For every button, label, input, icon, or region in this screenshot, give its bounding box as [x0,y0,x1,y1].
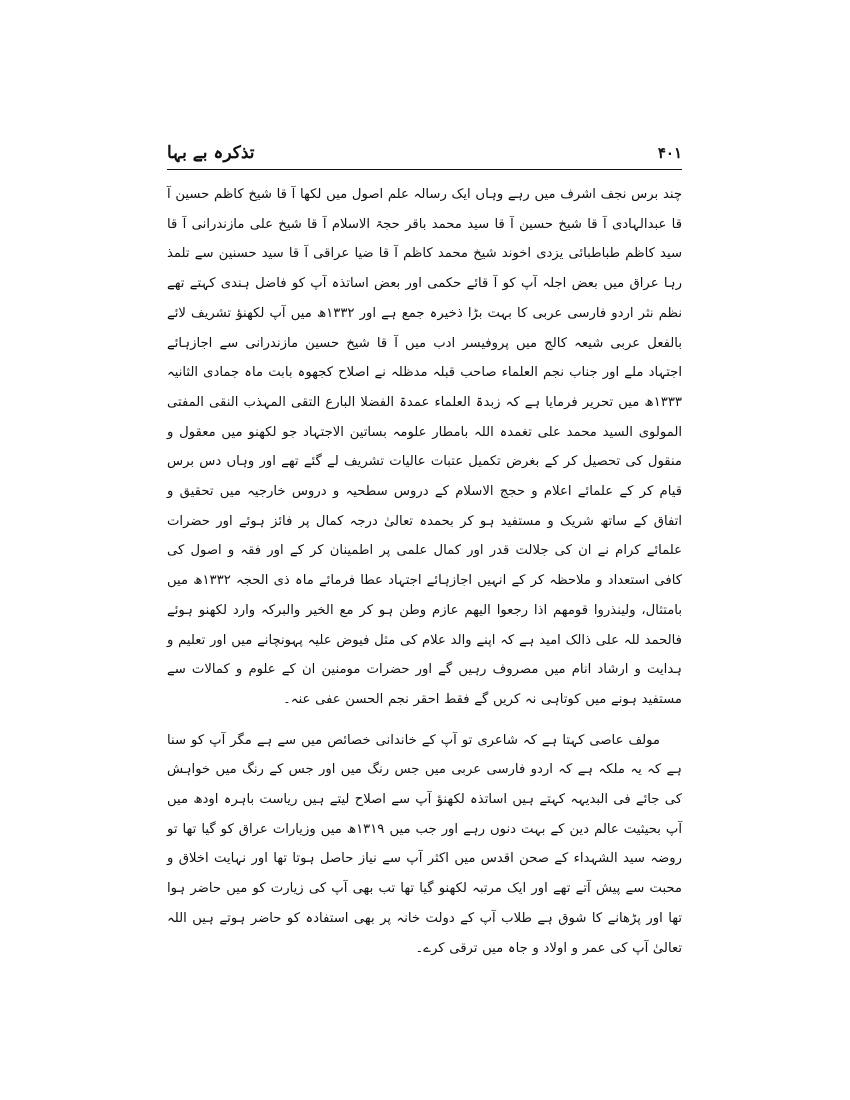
running-title: تذکرہ بے بہا [167,143,255,163]
header-rule [167,169,682,170]
page-number: ۴۰۱ [657,144,682,162]
paragraph-1: چند برس نجف اشرف میں رہے وہاں ایک رسالہ علم اصول میں لکھا آ قا شیخ کاظم حسین آ قا عبدالہادی آ قا شیخ حسین آ قا سید محمد باقر حجۃ الاسلام آ قا شیخ علی مازندرانی آ قا سید کاظم طباطبائی یزدی اخوند شیخ محمد کاظم آ قا ضیا عراقی آ قا سید حسنین سے تلمذ رہا عراق میں بعض اجلہ آپ کو آ قائے حکمی اور بعض اساتذہ آپ کو فاضل ہندی کہتے تھے نظم نثر اردو فارسی عربی کا بہت بڑا ذخیرہ جمع ہے اور ۱۳۳۲ھ میں آپ لکھنؤ تشریف لائے بالفعل عربی شیعہ کالج میں پروفیسر ادب میں آ قا شیخ حسین مازندرانی سے اجازہائے اجتہاد ملے اور جناب نجم العلماء صاحب قبلہ مدظلہ نے اصلاح کجھوہ بابت ماہ جمادی الثانیہ ۱۳۳۳ھ میں تحریر فرمایا ہے کہ زبدۃ العلماء عمدۃ الفضلا البارع التقی المہذب النقی المفتی المولوی السید محمد علی تغمدہ اللہ بامطار علومہ بساتین الاجتہاد جو لکھنو میں معقول و منقول کی تحصیل کر کے بغرض تکمیل عتبات عالیات تشریف لے گئے تھے اور وہاں دس برس قیام کر کے علمائے اعلام و حجج الاسلام کے دروس سطحیہ و دروس خارجیہ میں تحقیق و اتفاق کے ساتھ شریک و مستفید ہو کر بحمدہ تعالیٰ درجہ کمال پر فائز ہوئے اور حضرات علمائے کرام نے ان کی جلالت قدر اور کمال علمی پر اطمینان کر کے اور فقہ و اصول کی کافی استعداد و ملاحظہ کر کے انہیں اجازہائے اجتہاد عطا فرمائے ماہ ذی الحجہ ۱۳۳۲ھ میں بامتثال، ولینذروا قومھم اذا رجعوا الیھم عازم وطن ہو کر مع الخیر والبرکہ وارد لکھنو ہوئے فالحمد للہ علی ذالک امید ہے کہ اپنے والد علام کی مثل فیوض علیہ پہونچانے میں اور تعلیم و ہدایت و ارشاد انام میں مصروف رہیں گے اور حضرات مومنین ان کے علوم و کمالات سے مستفید ہونے میں کوتاہی نہ کریں گے فقط احقر نجم الحسن عفی عنہ۔ [167,187,682,707]
paragraph-2: مولف عاصی کہتا ہے کہ شاعری تو آپ کے خاندانی خصائص میں سے ہے مگر آپ کو سنا ہے کہ یہ ملکہ ہے کہ اردو فارسی عربی میں جس رنگ میں اور جس کے رنگ میں خواہش کی جائے فی البدیہہ کہتے ہیں اساتذہ لکھنؤ آپ سے اصلاح لیتے ہیں ریاست باہرہ اودھ میں آپ بحیثیت عالم دین کے بہت دنوں رہے اور جب میں ۱۳۱۹ھ میں وزیارات عراق کو گیا تھا تو روضہ سید الشہداء کے صحن اقدس میں اکثر آپ سے نیاز حاصل ہوتا تھا اور نہایت اخلاق و محبت سے پیش آتے تھے اور ایک مرتبہ لکھنو گیا تھا تب بھی آپ کی زیارت کو میں حاضر ہوا تھا اور پڑھانے کا شوق ہے طلاب آپ کے دولت خانہ پر بھی استفادہ کو حاضر ہوتے ہیں اللہ تعالیٰ آپ کی عمر و اولاد و جاہ میں ترقی کرے۔ [167,732,682,956]
body-text [167,180,682,963]
page-header [167,142,682,170]
